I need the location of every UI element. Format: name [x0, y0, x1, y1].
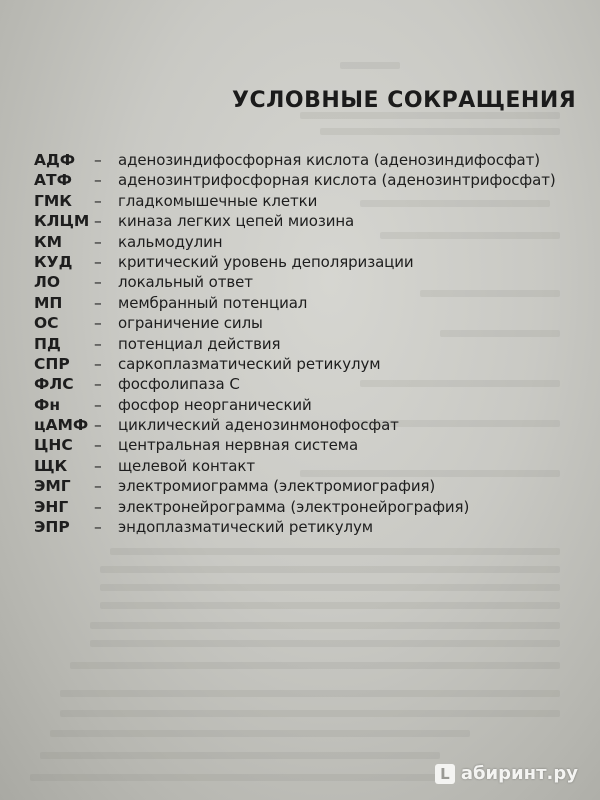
- definition: ограничение силы: [118, 314, 263, 333]
- list-item: [34, 252, 554, 272]
- list-item: [34, 374, 554, 394]
- dash-separator: –: [94, 518, 102, 537]
- definition: локальный ответ: [118, 273, 253, 292]
- definition: мембранный потенциал: [118, 293, 308, 312]
- dash-separator: –: [94, 232, 102, 251]
- list-item: [34, 232, 554, 252]
- definition: киназа легких цепей миозина: [118, 212, 355, 231]
- dash-separator: –: [94, 456, 102, 475]
- abbreviation: АДФ: [34, 151, 76, 169]
- dash-separator: –: [94, 293, 102, 312]
- dash-separator: –: [94, 436, 102, 455]
- definition: потенциал действия: [118, 334, 281, 353]
- abbreviation: ЭМГ: [34, 477, 71, 496]
- list-item: [34, 150, 554, 170]
- abbreviation: ГМК: [34, 191, 72, 210]
- watermark: [435, 763, 578, 784]
- list-item: [34, 476, 554, 496]
- dash-separator: –: [94, 354, 102, 373]
- abbreviation: ЛО: [34, 273, 61, 292]
- definition: электронейрограмма (электронейрография): [118, 497, 470, 516]
- watermark-text: абиринт.ру: [460, 763, 578, 784]
- dash-separator: –: [94, 273, 102, 292]
- abbreviation: КМ: [34, 232, 63, 251]
- list-item: [34, 497, 554, 517]
- dash-separator: –: [94, 477, 102, 496]
- definition: аденозинтрифосфорная кислота (аденозинтрифосфат): [118, 171, 556, 190]
- abbreviation-list: [34, 150, 554, 537]
- definition: фосфор неорганический: [118, 395, 312, 414]
- abbreviation: СПР: [34, 354, 70, 373]
- list-item: [34, 170, 554, 190]
- abbreviation: МП: [34, 293, 63, 312]
- dash-separator: –: [94, 375, 102, 394]
- dash-separator: –: [94, 314, 102, 333]
- dash-separator: –: [94, 395, 102, 414]
- definition: аденозиндифосфорная кислота (аденозиндифосфат): [118, 151, 541, 169]
- dash-separator: –: [94, 171, 102, 190]
- abbreviation: ПД: [34, 334, 61, 353]
- definition: гладкомышечные клетки: [118, 191, 318, 210]
- abbreviation: ЩК: [34, 456, 68, 475]
- abbreviation: ОС: [34, 314, 59, 333]
- abbreviation: ЭНГ: [34, 497, 69, 516]
- list-item: [34, 313, 554, 333]
- list-item: [34, 211, 554, 231]
- list-item: [34, 415, 554, 435]
- abbreviation: ЭПР: [34, 518, 70, 537]
- definition: критический уровень деполяризации: [118, 252, 414, 271]
- list-item: [34, 435, 554, 455]
- abbreviation: ФЛС: [34, 375, 74, 394]
- definition: циклический аденозинмонофосфат: [118, 416, 399, 435]
- dash-separator: –: [94, 151, 102, 169]
- dash-separator: –: [94, 416, 102, 435]
- labirint-logo-icon: L: [435, 764, 455, 784]
- definition: электромиограмма (электромиография): [118, 477, 436, 496]
- abbreviation: цАМФ: [34, 416, 89, 435]
- dash-separator: –: [94, 191, 102, 210]
- list-item: [34, 334, 554, 354]
- abbreviation: АТФ: [34, 171, 72, 190]
- list-item: [34, 354, 554, 374]
- definition: саркоплазматический ретикулум: [118, 354, 381, 373]
- list-item: [34, 517, 554, 537]
- list-item: [34, 395, 554, 415]
- list-item: [34, 272, 554, 292]
- definition: эндоплазматический ретикулум: [118, 518, 373, 537]
- list-item: [34, 293, 554, 313]
- list-item: [34, 191, 554, 211]
- dash-separator: –: [94, 252, 102, 271]
- dash-separator: –: [94, 212, 102, 231]
- abbreviation: КЛЦМ: [34, 212, 90, 231]
- definition: фосфолипаза С: [118, 375, 240, 394]
- dash-separator: –: [94, 497, 102, 516]
- definition: кальмодулин: [118, 232, 223, 251]
- list-item: [34, 456, 554, 476]
- abbreviation: Фн: [34, 395, 61, 414]
- page-title: УСЛОВНЫЕ СОКРАЩЕНИЯ: [232, 88, 577, 113]
- abbreviation: КУД: [34, 252, 73, 271]
- abbreviation: ЦНС: [34, 436, 73, 455]
- definition: центральная нервная система: [118, 436, 359, 455]
- definition: щелевой контакт: [118, 456, 255, 475]
- dash-separator: –: [94, 334, 102, 353]
